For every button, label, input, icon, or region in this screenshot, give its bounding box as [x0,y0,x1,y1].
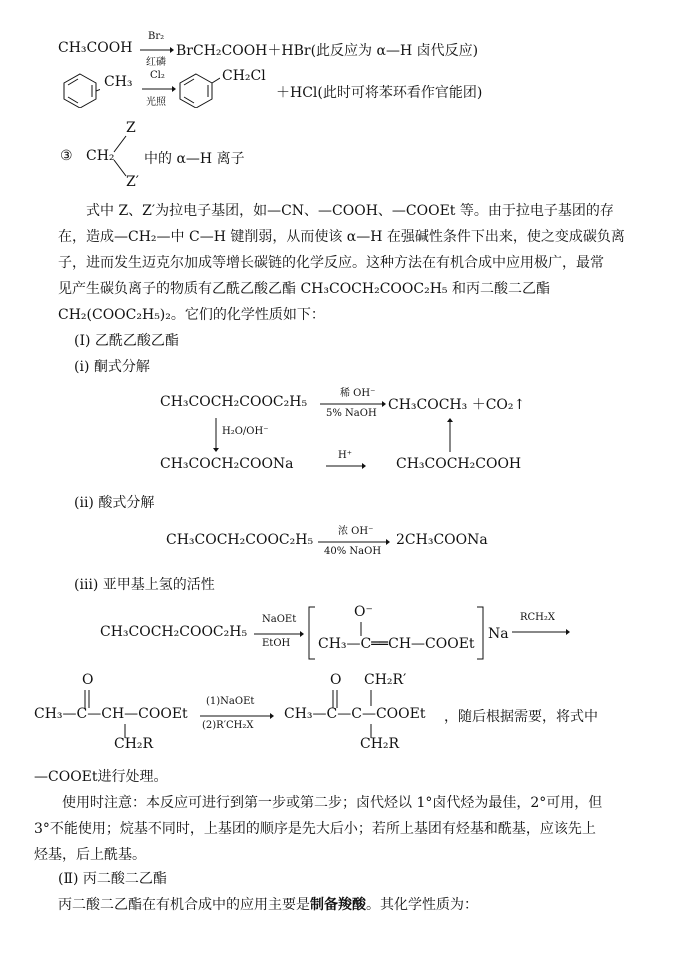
ketonic-start: CH₃COCH₂COOC₂H₅ [160,394,308,410]
item-3-bonds [112,132,132,178]
paragraph-1-line: 在，造成—CH₂—中 C—H 键削弱，从而使该 α—H 在强碱性条件下出来，使之变成碳负离 [58,229,625,245]
item-3-marker: ③ [60,148,73,164]
row-2-oxygen: O [82,672,94,688]
acidic-arrow-above: 浓 OH⁻ [338,526,374,537]
ketonic-down-arrow [212,418,220,452]
methylene-arrow-1-below: EtOH [262,638,291,649]
heading-I: (Ⅰ) 乙酰乙酸乙酯 [74,333,179,349]
final-line-after: 。其化学性质为： [366,897,478,913]
methylene-row-2 [34,672,654,758]
methylene-arrow-1 [254,630,304,638]
enolate-o-bond [358,622,364,636]
acidic-start: CH₃COCH₂COOC₂H₅ [166,532,314,548]
heading-i: (ⅰ) 酮式分解 [74,359,150,375]
methylene-arrow-3-above: (1)NaOEt [206,696,255,707]
acidic-product: 2CH₃COONa [396,532,488,548]
methylene-arrow-3 [200,712,274,720]
final-line [58,894,478,914]
reaction-1 [58,31,618,68]
ketonic-arrow [320,400,386,408]
heading-ii: (ⅱ) 酸式分解 [74,495,155,511]
paragraph-1-line: 见产生碳负离子的物质有乙酰乙酸乙酯 CH₃COCH₂COOC₂H₅ 和丙二酸二乙酯 [58,281,550,297]
ketonic-salt: CH₃COCH₂COONa [160,456,294,472]
methylene-arrow-2-above: RCH₂X [520,612,556,623]
methylene-arrow-1-above: NaOEt [262,614,297,625]
methyl-group: CH₃ [104,74,133,90]
ketonic-h-plus: H⁺ [338,450,352,461]
bracket-right [476,606,484,660]
paragraph-2-line: 烃基，后上酰基。 [34,847,146,863]
bracket-left [308,606,316,660]
reaction-1-reagent: Br₂ [148,31,165,42]
reaction-2 [58,68,618,112]
heading-II: (Ⅱ) 丙二酸二乙酯 [58,871,167,887]
reaction-1-reactant: CH₃COOH [58,40,133,56]
item-3 [58,118,358,194]
ketonic-acid-arrow [326,462,366,470]
reaction-2-note: ＋HCl(此时可将苯环看作官能团) [276,85,483,101]
item-3-z-prime: Z′ [126,174,139,190]
row-2-chain: CH₃—C—CH—COOEt [34,706,188,722]
ketonic-down-label: H₂O/OH⁻ [222,426,269,437]
paragraph-1 [58,198,638,328]
ketonic-up-arrow [446,418,454,452]
paragraph-1-line: CH₂(COOC₂H₅)₂。它们的化学性质如下： [58,307,325,323]
methylene-arrow-3-below: (2)R′CH₂X [202,720,254,731]
row-2-right-top-substituent: CH₂R′ [364,672,407,688]
ketonic-arrow-above: 稀 OH⁻ [340,388,376,399]
reaction-1-products: BrCH₂COOH＋HBr(此反应为 α—H 卤代反应) [176,43,479,59]
row-2-right-top-bond [368,690,374,706]
row-2-substituent: CH₂R [114,736,154,752]
item-3-text: 中的 α—H 离子 [144,151,245,167]
acidic-arrow-below: 40% NaOH [324,546,382,557]
methylene-start: CH₃COCH₂COOC₂H₅ [100,624,248,640]
final-line-emphasis: 制备羧酸 [310,897,366,913]
reaction-1-catalyst: 红磷 [146,57,166,68]
benzene-ring-icon [176,72,220,108]
reaction-2-condition: 光照 [146,97,166,108]
heading-iii: (ⅲ) 亚甲基上氢的活性 [74,577,215,593]
paragraph-2-line: 使用时注意：本反应可进行到第一步或第二步；卤代烃以 1°卤代烃为最佳，2°可用，但 [62,795,603,811]
reaction-2-reagent: Cl₂ [150,70,165,81]
reaction-2-arrow [142,85,176,93]
acidic-arrow [318,538,390,546]
row-2-right-substituent: CH₂R [360,736,400,752]
ketonic-arrow-below: 5% NaOH [326,408,377,419]
final-line-before: 丙二酸二乙酯在有机合成中的应用主要是 [58,897,310,913]
row-2-trailing-text: ，随后根据需要，将式中 [444,709,598,725]
row-2-right-chain: CH₃—C—C—COOEt [284,706,426,722]
item-3-ch2: CH₂ [86,148,115,164]
methylene-row-1 [100,604,640,664]
item-3-z: Z [126,120,136,136]
paragraph-2 [34,790,638,868]
row-2-right-oxygen: O [330,672,342,688]
paragraph-1-line: 式中 Z、Z′为拉电子基团，如—CN、—COOH、—COOEt 等。由于拉电子基团的存 [86,203,614,219]
enolate-na: Na [488,626,509,642]
methylene-arrow-2 [512,628,570,636]
paragraph-2-line: 3°不能使用；烷基不同时，上基团的顺序是先大后小；若所上基团有烃基和酰基，应该先上 [34,821,596,837]
enolate-chain: CH₃—C══CH—COOEt [318,636,475,652]
chloromethyl-group: CH₂Cl [222,68,266,84]
paragraph-1-line: 子，进而发生迈克尔加成等增长碳链的化学反应。这种方法在有机合成中应用极广，最常 [58,255,604,271]
ketonic-scheme [160,384,580,484]
acidic-scheme [166,522,586,562]
continuation-line: —COOEt进行处理。 [34,769,168,785]
enolate-o-minus: O⁻ [354,604,373,620]
ketonic-product: CH₃COCH₃ ＋CO₂↑ [388,397,526,413]
benzene-ring-icon [60,72,100,108]
ketonic-acid: CH₃COCH₂COOH [396,456,522,472]
